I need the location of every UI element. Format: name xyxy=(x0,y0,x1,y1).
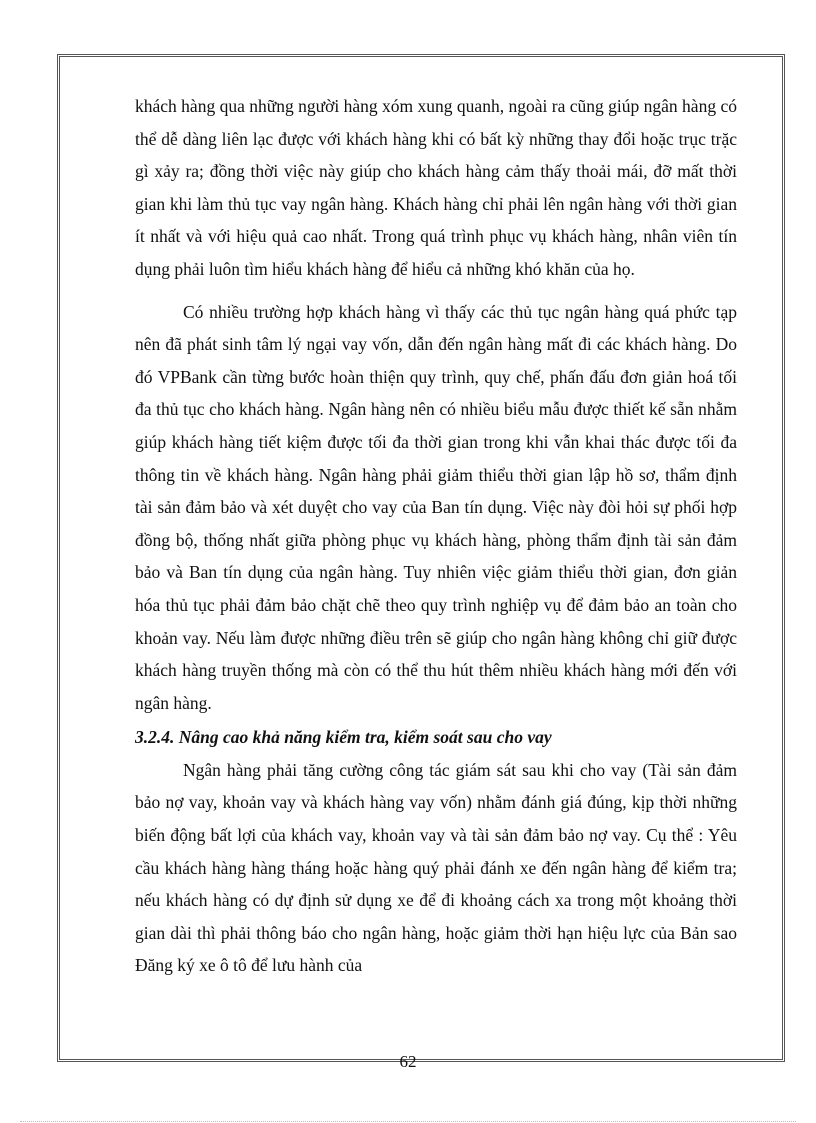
bottom-divider xyxy=(20,1121,796,1122)
page-content xyxy=(135,90,737,982)
paragraph-post-loan-monitoring: Ngân hàng phải tăng cường công tác giám sát sau khi cho vay (Tài sản đảm bảo nợ vay, khoản vay và khách hàng vay vốn) nhằm đánh giá đúng, kịp thời những biến động bất lợi của khách vay, khoản vay và tài sản đảm bảo nợ vay. Cụ thể : Yêu cầu khách hàng hàng tháng hoặc hàng quý phải đánh xe đến ngân hàng để kiểm tra; nếu khách hàng có dự định sử dụng xe để đi khoảng cách xa trong một khoảng thời gian dài thì phải thông báo cho ngân hàng, hoặc giảm thời hạn hiệu lực của Bản sao Đăng ký xe ô tô để lưu hành của xyxy=(135,759,737,976)
section-heading: 3.2.4. Nâng cao khả năng kiểm tra, kiểm soát sau cho vay xyxy=(135,727,552,748)
paragraph-continued: khách hàng qua những người hàng xóm xung quanh, ngoài ra cũng giúp ngân hàng có thể dễ dàng liên lạc được với khách hàng khi có bất kỳ những thay đổi hoặc trục trặc gì xảy ra; đồng thời việc này giúp cho khách hàng cảm thấy thoải mái, đỡ mất thời gian khi làm thủ tục vay ngân hàng. Khách hàng chỉ phải lên ngân hàng với thời gian ít nhất và với hiệu quả cao nhất. Trong quá trình phục vụ khách hàng, nhân viên tín dụng phải luôn tìm hiểu khách hàng để hiểu cả những khó khăn của họ. xyxy=(135,96,737,279)
paragraph-simplify-procedures: Có nhiều trường hợp khách hàng vì thấy các thủ tục ngân hàng quá phức tạp nên đã phát sinh tâm lý ngại vay vốn, dẫn đến ngân hàng mất đi các khách hàng. Do đó VPBank cần từng bước hoàn thiện quy trình, quy chế, phấn đấu đơn giản hoá tối đa thủ tục cho khách hàng. Ngân hàng nên có nhiều biểu mẫu được thiết kế sẵn nhằm giúp khách hàng tiết kiệm được tối đa thời gian trong khi vẫn khai thác được tối đa thông tin về khách hàng. Ngân hàng phải giảm thiểu thời gian lập hồ sơ, thẩm định tài sản đảm bảo và xét duyệt cho vay của Ban tín dụng. Việc này đòi hỏi sự phối hợp đồng bộ, thống nhất giữa phòng phục vụ khách hàng, phòng thẩm định tài sản đảm bảo và Ban tín dụng của ngân hàng. Tuy nhiên việc giảm thiểu thời gian, đơn giản hóa thủ tục phải đảm bảo chặt chẽ theo quy trình nghiệp vụ để đảm bảo an toàn cho khoản vay. Nếu làm được những điều trên sẽ giúp cho ngân hàng không chỉ giữ được khách hàng truyền thống mà còn có thể thu hút thêm nhiều khách hàng mới đến với ngân hàng. xyxy=(135,301,737,713)
page-number: 62 xyxy=(399,1052,417,1071)
